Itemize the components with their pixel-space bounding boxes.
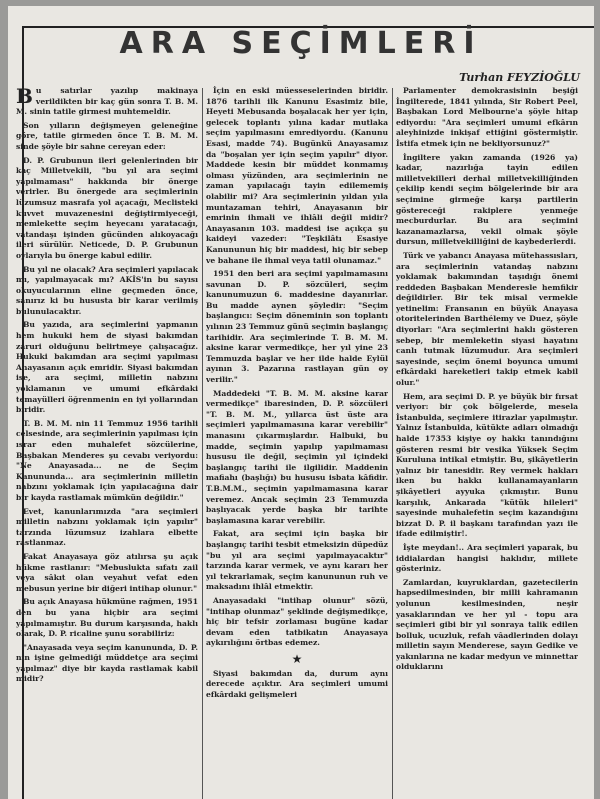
paragraph-text: u satırlar yazılıp makinaya verildikten bir kaç gün sonra T. B. M. M. sinin tatile girmesi muhtemeldir. bbox=[16, 86, 198, 117]
article-paragraph bbox=[16, 320, 198, 415]
article-column-2 bbox=[206, 86, 388, 799]
column-divider bbox=[202, 88, 203, 799]
article-paragraph bbox=[206, 529, 388, 593]
section-separator-star: ★ bbox=[291, 651, 303, 666]
paragraph-text: Son yılların değişmeyen geleneğine göre, tatile girmeden önce T. B. M. M. sinde şöyle bir sahne cereyan eder: bbox=[16, 120, 198, 151]
column-divider bbox=[392, 88, 393, 799]
article-paragraph bbox=[396, 86, 578, 150]
paragraph-text: İşte meydan!.. Ara seçimleri yaparak, bu iddialardan hangisi haklıdır, millete gösteriniz. bbox=[396, 542, 578, 574]
article-paragraph bbox=[16, 643, 198, 685]
paragraph-text: Siyasi bakımdan da, durum aynı derecede açıktır. Ara seçimleri umumi efkârdaki gelişmeleri bbox=[206, 668, 388, 700]
paragraph-text: İçin en eski müesseselerinden biridir. 1876 tarihli ilk Kanunu Esasimiz bile, Heyeti Mebusanda boşalacak her yer için, gelecek toplantı yılına kadar mutlaka seçim yapılmasını emrediyordu. (Kanunu Esasi, madde 74). Bugünkü Anayasamız da "boşalan yer için seçim yapılır" diyor. Maddede kesin bir müddet konmamış olması yüzünden, ara seçimlerinin ne zaman yapılacağı tayin edilememiş olabilir mi? Ara seçimlerinin yıldan yıla muntazaman tehiri, Anayasanın bir emrinin ihmali ve ihlâli değil midir? Anayasanın 103. maddesi ise açıkça şu kaideyi vazeder: "Teşkilâtı Esasiye Kanununun hiç bir maddesi, hiç bir sebep ve bahane ile ihmal veya tatil olunamaz." bbox=[206, 86, 388, 265]
paragraph-text: Parlamenter demokrasisinin beşiği İngilterede, 1841 yılında, Sir Robert Peel, Başbakan Lord Melbourne'a şöyle hitap ediyordu: "Ara seçimleri umumi efkârın aleyhinizde inkişaf ettiğini göstermiştir. İstifa etmek için ne bekliyorsunuz?" bbox=[396, 86, 578, 148]
article-paragraph bbox=[206, 669, 388, 701]
paragraph-text: Fakat Anayasaya göz atılırsa şu açık hükme rastlanır: "Mebuslukta sıfatı zail veya sâkıt olan veyahut vefat eden mebusun yerine bir diğeri intihap olunur." bbox=[16, 551, 198, 593]
paragraph-text: Hem, ara seçimi D. P. ye büyük bir fırsat veriyor: bir çok bölgelerde, mesela İstanbulda, seçimlere itirazlar yapılmıştır. Yalnız İstanbulda, kütükte adları olmadığı halde 17353 kişiye oy hakkı tanındığını gösteren resmi bir vesika Yüksek Seçim Kuruluna intikal etmiştir. Bu, şikâyetlerin yalnız bir tanesidir. Rey vermek hakları iken bu hakkı kullanamayanların şikâyetleri ayyuka çıkmıştır. Bunu karşılık, Ankarada "kütük hileleri" sayesinde muhalefetin seçim kazandığını bizzat D. P. il başkanı tarafından yazı ile ifade edilmiştir!. bbox=[396, 391, 578, 539]
article-paragraph bbox=[16, 552, 198, 594]
article-paragraph bbox=[396, 153, 578, 248]
paragraph-text: Türk ve yabancı Anayasa mütehassısları, ara seçimlerinin vatandaş nabzını yoklamak bakımından taşıdığı önemi reddeden Başbakan Menderesle hemfikir değildirler. Bir tek misal vermekle yetinelim: Fransanın en büyük Anayasa otoritelerinden Barthélemy ve Duez, şöyle diyorlar: "Ara seçimlerini haklı gösteren sebep, bir memleketin siyasi hayatını canlı tutmak lüzumudur. Ara seçimleri sayesinde, seçim önemi boyunca umumi efkârdaki hareketleri takip etmek kabil olur." bbox=[396, 250, 578, 388]
paragraph-text: Maddedeki "T. B. M. M. aksine karar vermedikçe" ibaresinden, D. P. sözcüleri "T. B. M. M., yıllarca üst üste ara seçimleri yapılmamasına karar verebilir" manasını çıkarmışlardır. Halbuki, bu madde, seçimin yapılıp yapılmaması hususu ile değil, seçimin yıl içindeki başlangıç tarihi ile ilgilidir. Maddenin mafiahı (başlığı) bu hususu isbata kâfidir. T.B.M.M., seçimin yapılmamasına karar veremez. Ancak seçimin 23 Temmuzda başlıyacak yerde başka bir tarihte başlamasına karar verebilir. bbox=[206, 388, 388, 525]
newspaper-page bbox=[8, 6, 594, 799]
article-paragraph bbox=[16, 121, 198, 153]
article-paragraph bbox=[206, 389, 388, 527]
article-paragraph bbox=[206, 596, 388, 649]
article-paragraph bbox=[16, 86, 198, 118]
article-paragraph bbox=[396, 578, 578, 673]
article-paragraph bbox=[16, 156, 198, 262]
paragraph-text: Zamlardan, kuyruklardan, gazetecilerin hapsedilmesinden, bir milli kahramanın yolunun kesilmesinden, neşir yasaklarından ve her yıl - topu ara seçimleri gibi bir yıl sonraya talik edilen bolluk, ucuzluk, refah vâadlerinden dolayı milletin sayın Menderese, sayın Gedike ve yakınlarına ne kadar medyun ve minnettar olduklarını bbox=[396, 577, 578, 672]
article-paragraph bbox=[396, 251, 578, 389]
paragraph-text: T. B. M. M. nin 11 Temmuz 1956 tarihli celsesinde, ara seçimlerinin yapılması için ısrar eden muhalefet sözcülerine, Başbakan Menderes şu cevabı veriyordu: "Ne Anayasada... ne de Seçim Kanununda... ara seçimlerinin milletin nabzını yoklamak için yapılacağına dair bir kayda rastlamak mümkün değildir." bbox=[16, 418, 198, 502]
paragraph-text: Bu açık Anayasa hükmüne rağmen, 1951 den bu yana hiçbir ara seçimi yapılmamıştır. Bu durum karşısında, haklı olarak, D. P. ricaline şunu sorabiliriz: bbox=[16, 597, 198, 639]
paragraph-text: İngiltere yakın zamanda (1926 ya) kadar, nazırlığa tayin edilen milletvekilleri derhal milletvekilliğinden çekilip kendi seçim bölgelerinde bir ara seçimine girmeğe karşı partilerin göstereceği rakiplere yenmeğe mecburdurlar. Bu ara seçimini kazanamazlarsa, vekil olmak şöyle dursun, milletvekilliğini de kaybederlerdi. bbox=[396, 152, 578, 247]
article-author: Turhan FEYZİOĞLU bbox=[459, 71, 580, 84]
paragraph-text: Bu yıl ne olacak? Ara seçimleri yapılacak mı, yapılmayacak mı? AKİS'in bu sayısı okuyucularının eline geçmeden önce, sanırız ki bu hususta bir karar verilmiş bulunulacaktır. bbox=[16, 264, 198, 316]
article-paragraph bbox=[16, 419, 198, 504]
paragraph-text: D. P. Grubunun ileri gelenlerinden bir kaç Milletvekili, "bu yıl ara seçimi yapılmaması" hakkında bir önerge verirler. Bu önergede ara seçimlerinin lüzumsuz masrafa yol açacağı, Meclisteki kuvvet muvazenesini değiştirmiyeceği, memlekette seçim heyecanı yaratacağı, vatandaşı işinden gücünden alıkoyacağı ileri sürülür. Neticede, D. P. Grubunun oylarıyla bu önerge kabul edilir. bbox=[16, 155, 198, 260]
paragraph-text: Bu yazıda, ara seçimlerini yapmanın hem hukuki hem de siyasi bakımdan zaruri olduğunu belirtmeye çalışacağız. Hukuki bakımdan ara seçimi yapılması Anayasanın açık emridir. Siyasi bakımdan ise, ara seçimi, milletin nabzını yoklamanın ve umumi efkârdaki temayülleri öğrenmenin en iyi yollarından biridir. bbox=[16, 320, 198, 415]
article-paragraph bbox=[206, 269, 388, 386]
paragraph-text: 1951 den beri ara seçimi yapılmamasını savunan D. P. sözcüleri, seçim kanunumuzun 6. maddesine dayanırlar. Bu madde aynen şöyledir: "Seçim başlangıcı: Seçim döneminin son toplantı yılının 23 Temmuz günü seçimin başlangıç tarihidir. Ara seçimlerinde T. B. M. M. aksine karar vermedikçe, her yıl yine 23 Temmuzda başlar ve her ilde halde Eylül ayının 3. Pazarına rastlayan gün oy verilir." bbox=[206, 269, 388, 385]
article-column-1 bbox=[16, 86, 198, 799]
article-paragraph bbox=[396, 543, 578, 575]
paragraph-text: "Anayasada veya seçim kanununda, D. P. nin işine gelmediği müddetçe ara seçimi yapılmaz" diye bir kayda rastlamak kabil midir? bbox=[16, 642, 198, 684]
article-paragraph bbox=[16, 507, 198, 549]
article-title: ARA SEÇİMLERİ bbox=[119, 26, 483, 61]
article-column-3 bbox=[396, 86, 578, 799]
paragraph-text: Evet, kanunlarımızda "ara seçimleri milletin nabzını yoklamak için yapılır" tarzında lüzumsuz izahlara elbette rastlanmaz. bbox=[16, 506, 198, 548]
article-paragraph bbox=[396, 392, 578, 540]
article-paragraph bbox=[16, 265, 198, 318]
paragraph-text: Fakat, ara seçimi için başka bir başlangıç tarihi tesbit etmeksizin düpedüz "bu yıl ara seçimi yapılmayacaktır" tarzında karar vermek, ve aynı kararı her yıl tekrarlamak, seçim kanununun ruh ve maksadını ihlâl etmektir. bbox=[206, 529, 388, 592]
drop-cap-letter: B bbox=[16, 86, 33, 108]
paragraph-text: Anayasadaki "intihap olunur" sözü, "intihap olunmaz" şeklinde değişmedikçe, hiç bir tefsir zorlaması bugüne kadar devam eden tatbikatın Anayasaya aykırılığını örtbas edemez. bbox=[206, 595, 388, 648]
article-paragraph bbox=[206, 86, 388, 266]
article-paragraph bbox=[16, 597, 198, 639]
